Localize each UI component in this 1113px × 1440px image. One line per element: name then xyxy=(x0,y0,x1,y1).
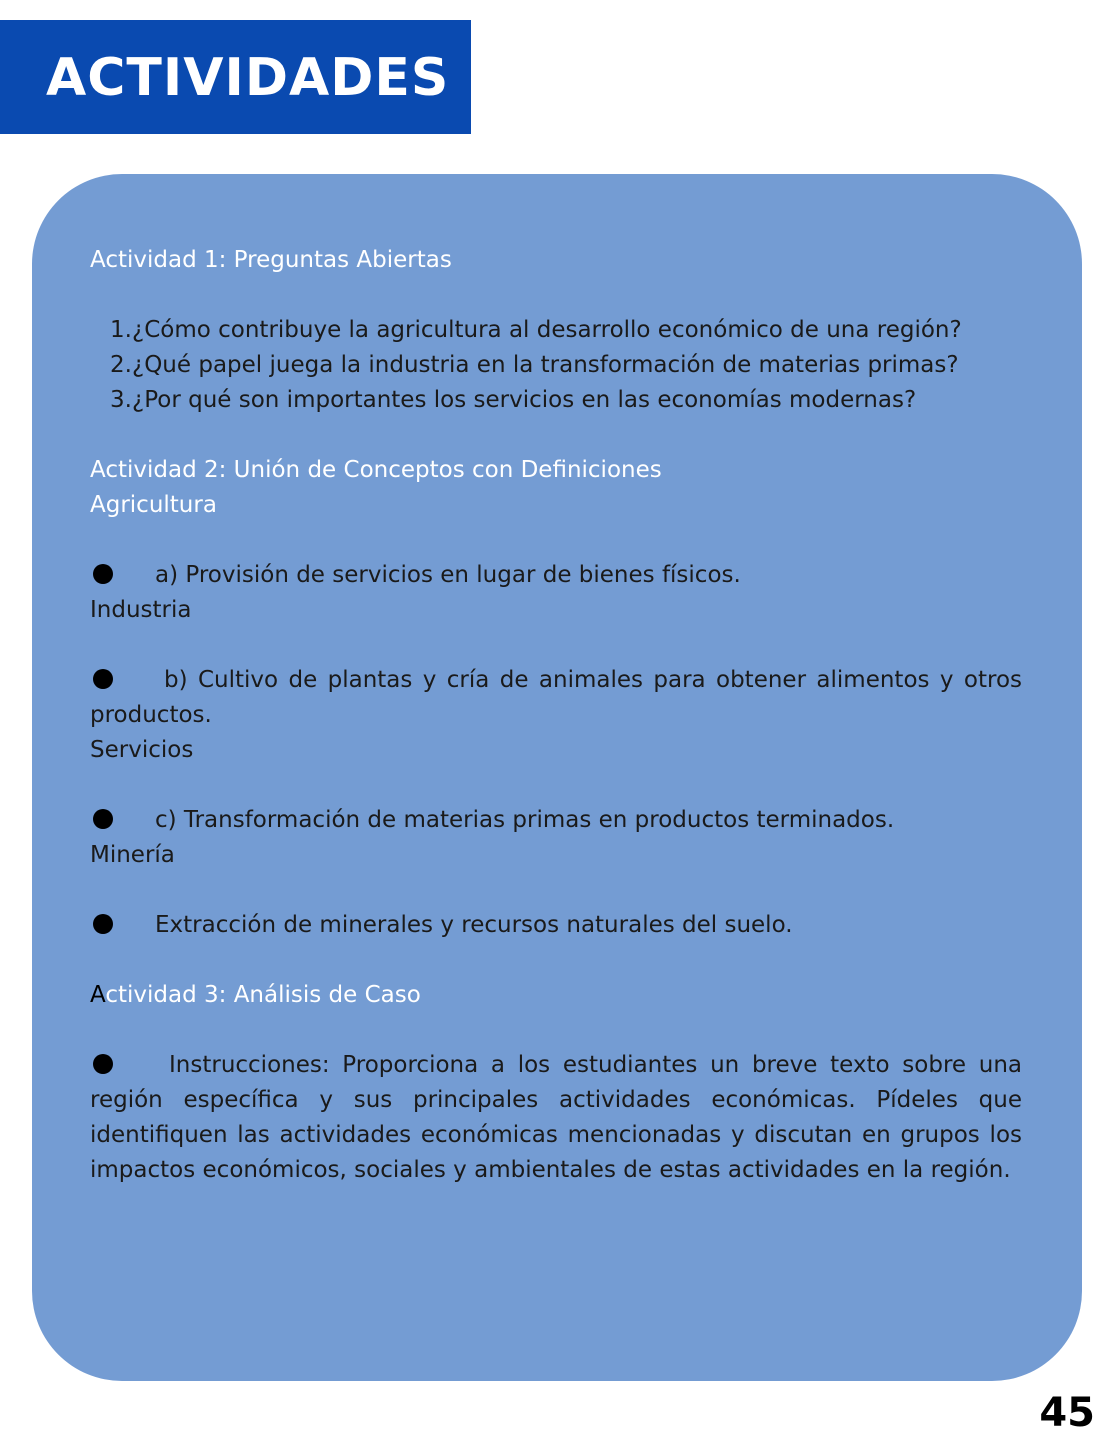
definition-text: Extracción de minerales y recursos naturales del suelo. xyxy=(155,912,793,938)
question-item xyxy=(90,313,1022,348)
question-text: ¿Qué papel juega la industria en la transformación de materias primas? xyxy=(132,352,959,378)
question-number: 3. xyxy=(110,387,132,413)
question-number: 1. xyxy=(110,317,132,343)
banner-title: ACTIVIDADES xyxy=(46,48,450,108)
definition-text: c) Transformación de materias primas en productos terminados. xyxy=(155,807,895,833)
activity-2-heading: Actividad 2: Unión de Conceptos con Definiciones xyxy=(90,457,662,483)
instructions-item xyxy=(90,1048,1022,1188)
definition-item xyxy=(90,558,1022,593)
bullet-icon xyxy=(93,564,113,584)
page-number: 45 xyxy=(1039,1390,1095,1436)
activity-3-heading xyxy=(90,978,1022,1013)
activity-1-questions xyxy=(90,313,1022,418)
activities-content xyxy=(90,243,1022,1188)
question-text: ¿Cómo contribuye la agricultura al desarrollo económico de una región? xyxy=(132,317,962,343)
question-item xyxy=(90,348,1022,383)
instructions-text: Instrucciones: Proporciona a los estudiantes un breve texto sobre una región específica y sus principales actividades económicas. Pídeles que identifiquen las actividades económicas mencionadas y discutan en grupos los impactos económicos, sociales y ambientales de estas actividades en la región. xyxy=(90,1052,1022,1183)
definition-text: b) Cultivo de plantas y cría de animales para obtener alimentos y otros productos. xyxy=(90,667,1022,728)
bullet-icon xyxy=(93,1054,113,1074)
definition-item xyxy=(90,663,1022,733)
question-number: 2. xyxy=(110,352,132,378)
definition-item xyxy=(90,908,1022,943)
activity-1-heading: Actividad 1: Preguntas Abiertas xyxy=(90,247,452,273)
definition-item xyxy=(90,803,1022,838)
bullet-icon xyxy=(93,914,113,934)
bullet-icon xyxy=(93,669,113,689)
activity-3-heading-rest: ctividad 3: Análisis de Caso xyxy=(105,982,421,1008)
bullet-icon xyxy=(93,809,113,829)
question-item xyxy=(90,383,1022,418)
concept-label: Servicios xyxy=(90,737,194,763)
definition-text: a) Provisión de servicios en lugar de bienes físicos. xyxy=(155,562,741,588)
activity-3-heading-initial: A xyxy=(90,982,106,1008)
concept-agricultura: Agricultura xyxy=(90,492,217,518)
concept-label: Industria xyxy=(90,597,192,623)
concept-label: Minería xyxy=(90,842,175,868)
question-text: ¿Por qué son importantes los servicios en las economías modernas? xyxy=(132,387,917,413)
